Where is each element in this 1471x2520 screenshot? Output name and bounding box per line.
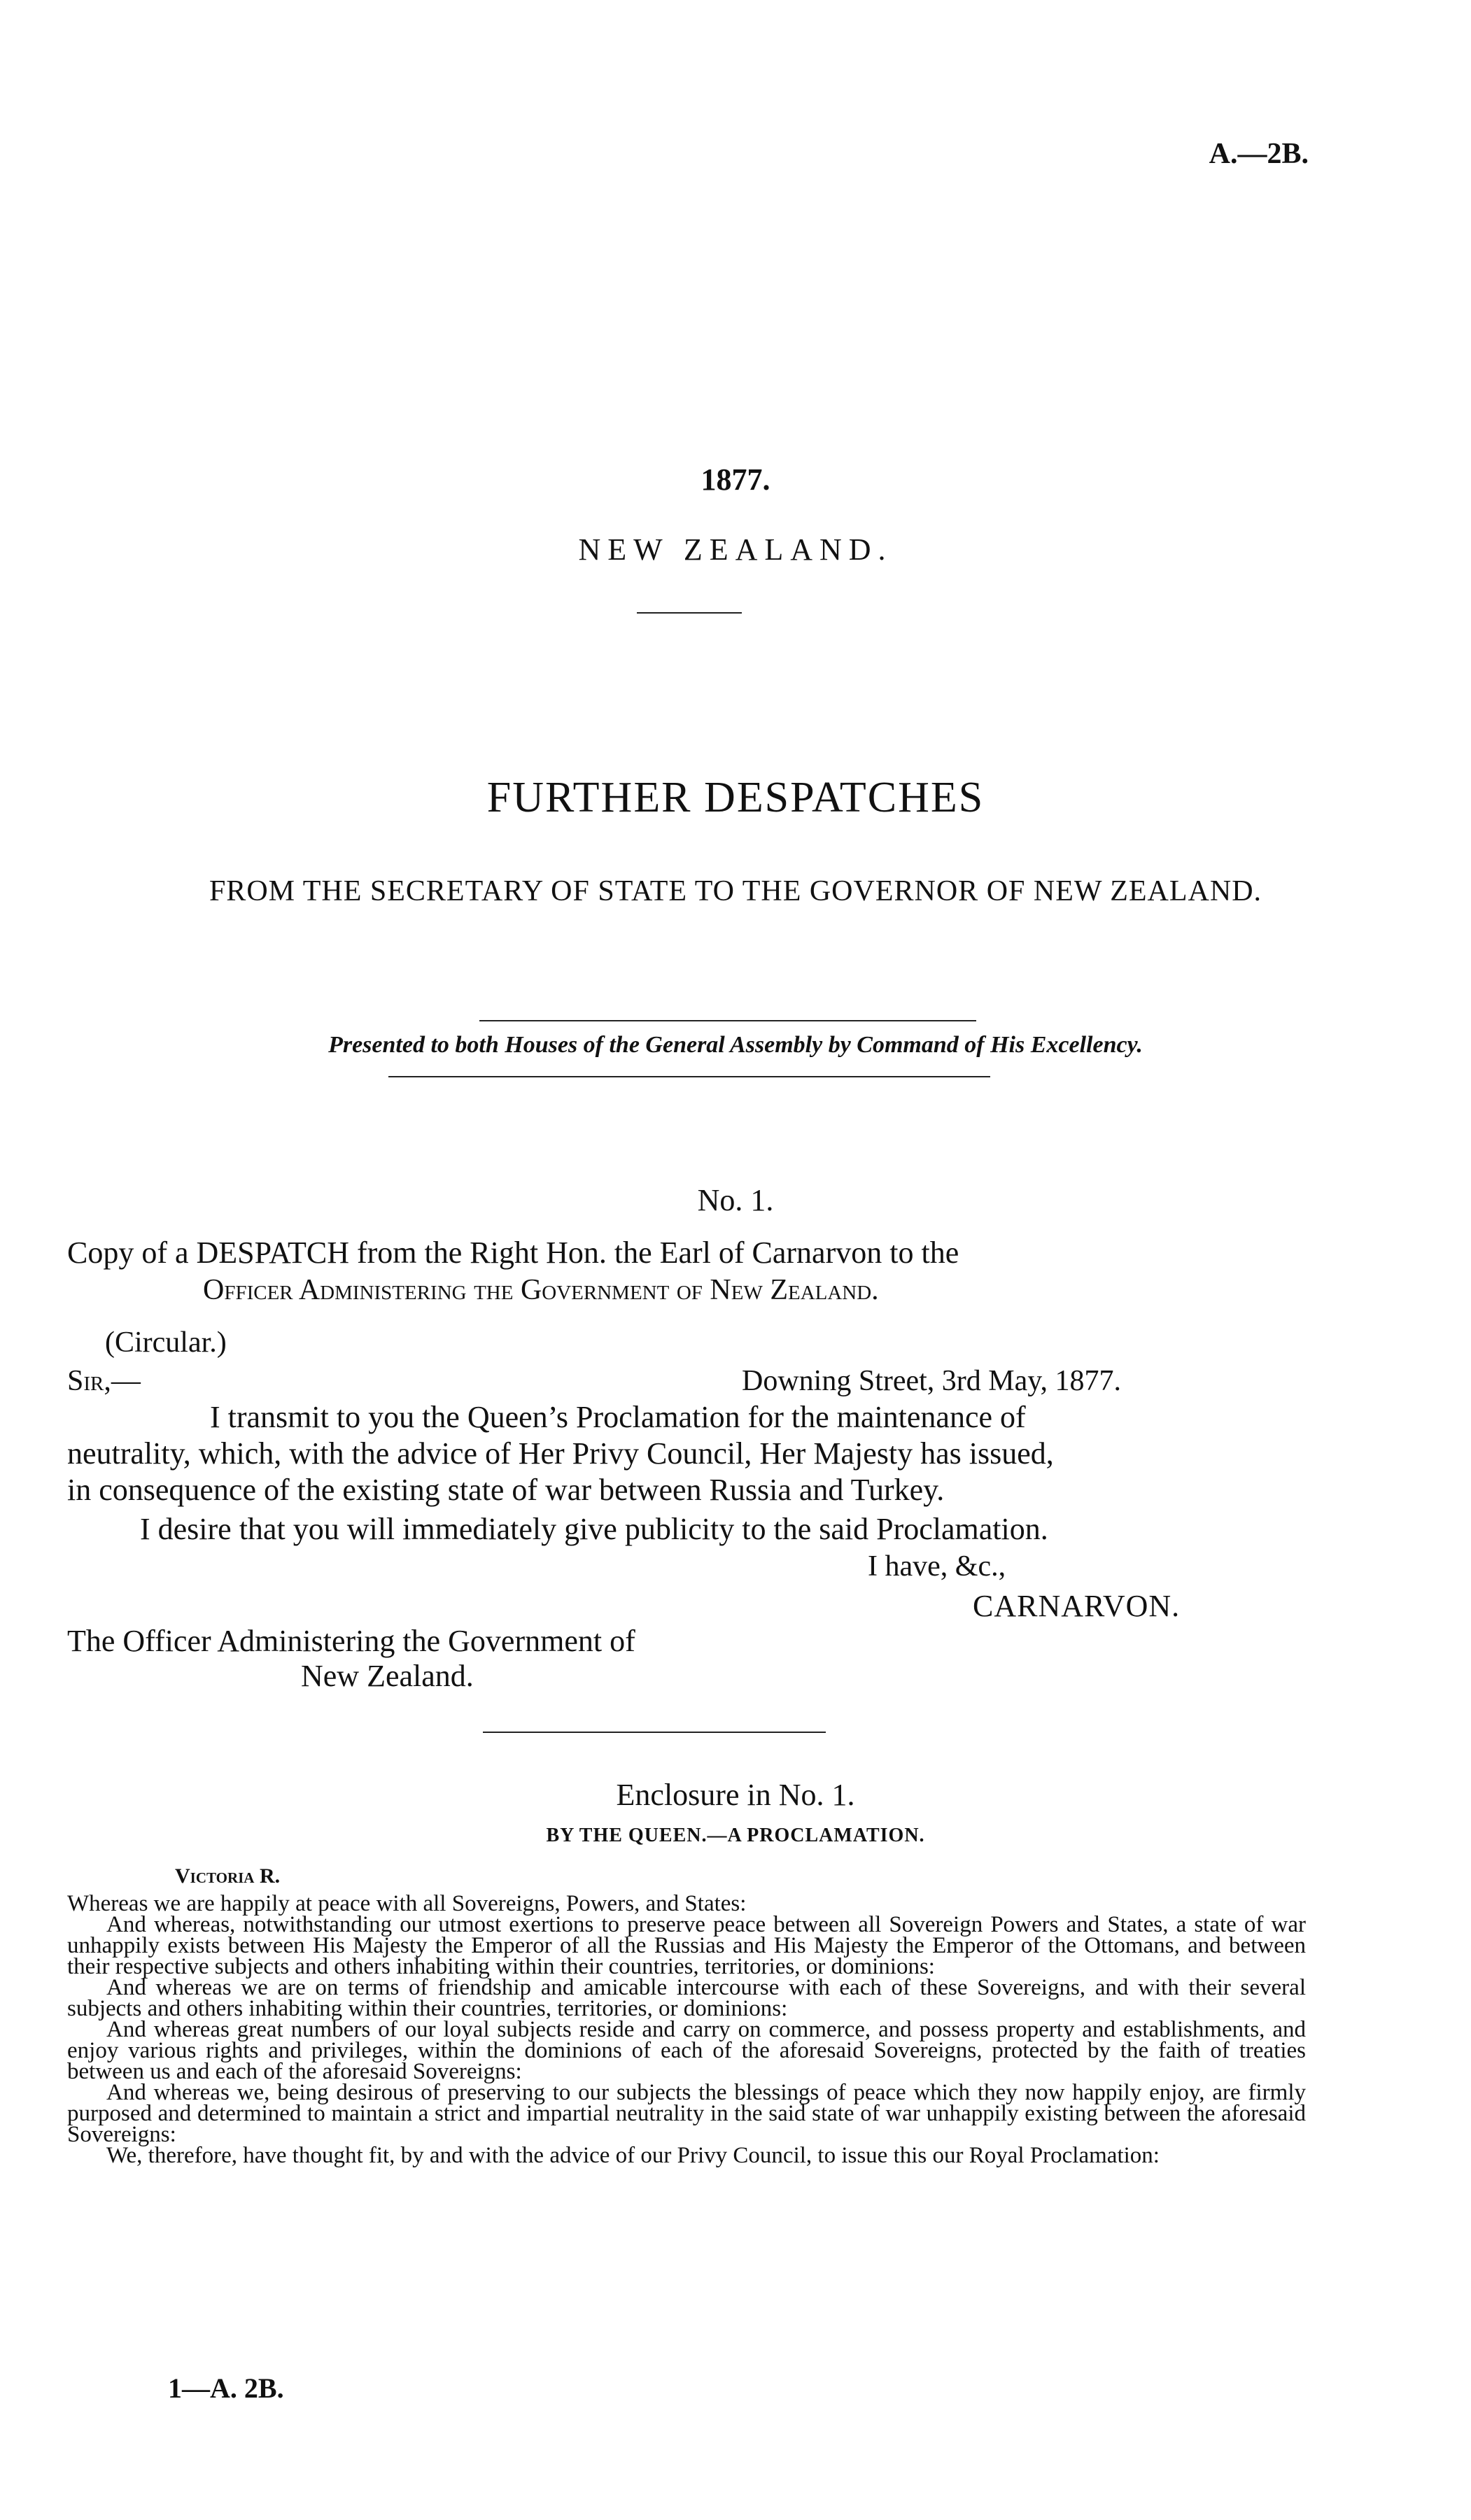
addressee-continued: New Zealand.: [301, 1659, 474, 1693]
proclamation-paragraph: And whereas great numbers of our loyal subjects reside and carry on commerce, and possess property and establishments, and enjoy various rights and privileges, within the dominions of each of the aforesaid Sovereigns, protected by the faith of treaties between us and each of the aforesaid Sovereigns:: [67, 2017, 1306, 2084]
presented-note: Presented to both Houses of the General Assembly by Command of His Excellency.: [328, 1032, 1143, 1058]
proclamation-paragraph: And whereas we are on terms of friendship and amicable intercourse with each of these Sovereigns, and with their several subjects and others inhabiting within their countries, territories, or dominions:: [67, 1975, 1306, 2021]
signature-mark: 1—A. 2B.: [168, 2372, 284, 2404]
divider-rule: [483, 1732, 826, 1733]
signature: CARNARVON.: [973, 1589, 1181, 1623]
despatch-heading-continued: Officer Administering the Government of New Zealand.: [203, 1274, 879, 1306]
despatch-heading: Copy of a DESPATCH from the Right Hon. the Earl of Carnarvon to the: [67, 1236, 959, 1270]
divider-rule: [479, 1020, 976, 1021]
despatch-number: No. 1.: [697, 1183, 774, 1217]
despatch-paragraph-1-cont: neutrality, which, with the advice of Her Privy Council, Her Majesty has issued,: [67, 1436, 1054, 1471]
closing: I have, &c.,: [868, 1550, 1006, 1583]
divider-rule: [637, 612, 742, 614]
proclamation-paragraph: And whereas we, being desirous of preserving to our subjects the blessings of peace which they now happily enjoy, are firmly purposed and determined to maintain a strict and impartial neutrality in the said state of war unhappily existing between the aforesaid Sovereigns:: [67, 2080, 1306, 2147]
place-date: Downing Street, 3rd May, 1877.: [742, 1365, 1122, 1397]
proclamation-paragraph: We, therefore, have thought fit, by and with the advice of our Privy Council, to issue this our Royal Proclamation:: [106, 2143, 1160, 2168]
enclosure-heading: Enclosure in No. 1.: [616, 1778, 855, 1812]
victoria-signature: Victoria R.: [175, 1864, 281, 1888]
proclamation-paragraph: Whereas we are happily at peace with all Sovereigns, Powers, and States:: [67, 1891, 747, 1916]
despatch-paragraph-1-cont: in consequence of the existing state of war between Russia and Turkey.: [67, 1473, 945, 1507]
addressee: The Officer Administering the Government of: [67, 1624, 635, 1658]
despatch-paragraph-2: I desire that you will immediately give publicity to the said Proclamation.: [140, 1512, 1048, 1546]
proclamation-body: [67, 1893, 1306, 2166]
salutation: Sir,—: [67, 1365, 141, 1397]
proclamation-paragraph: And whereas, notwithstanding our utmost exertions to preserve peace between all Sovereign Powers and States, a state of war unhappily exists between His Majesty the Emperor of all the Russias and His Majesty the Emperor of the Ottomans, and between their respective subjects and others inhabiting within their countries, territories, or dominions:: [67, 1912, 1306, 1979]
proclamation-heading: BY THE QUEEN.—A PROCLAMATION.: [546, 1825, 925, 1846]
year: 1877.: [701, 462, 770, 497]
despatch-paragraph-1: I transmit to you the Queen’s Proclamation for the maintenance of: [210, 1400, 1026, 1434]
document-subtitle: FROM THE SECRETARY OF STATE TO THE GOVERNOR OF NEW ZEALAND.: [209, 875, 1262, 907]
country-heading: NEW ZEALAND.: [578, 532, 893, 567]
divider-rule: [388, 1076, 990, 1077]
document-reference: A.—2B.: [1209, 138, 1309, 170]
circular-label: (Circular.): [105, 1326, 227, 1359]
document-title: FURTHER DESPATCHES: [486, 774, 985, 821]
